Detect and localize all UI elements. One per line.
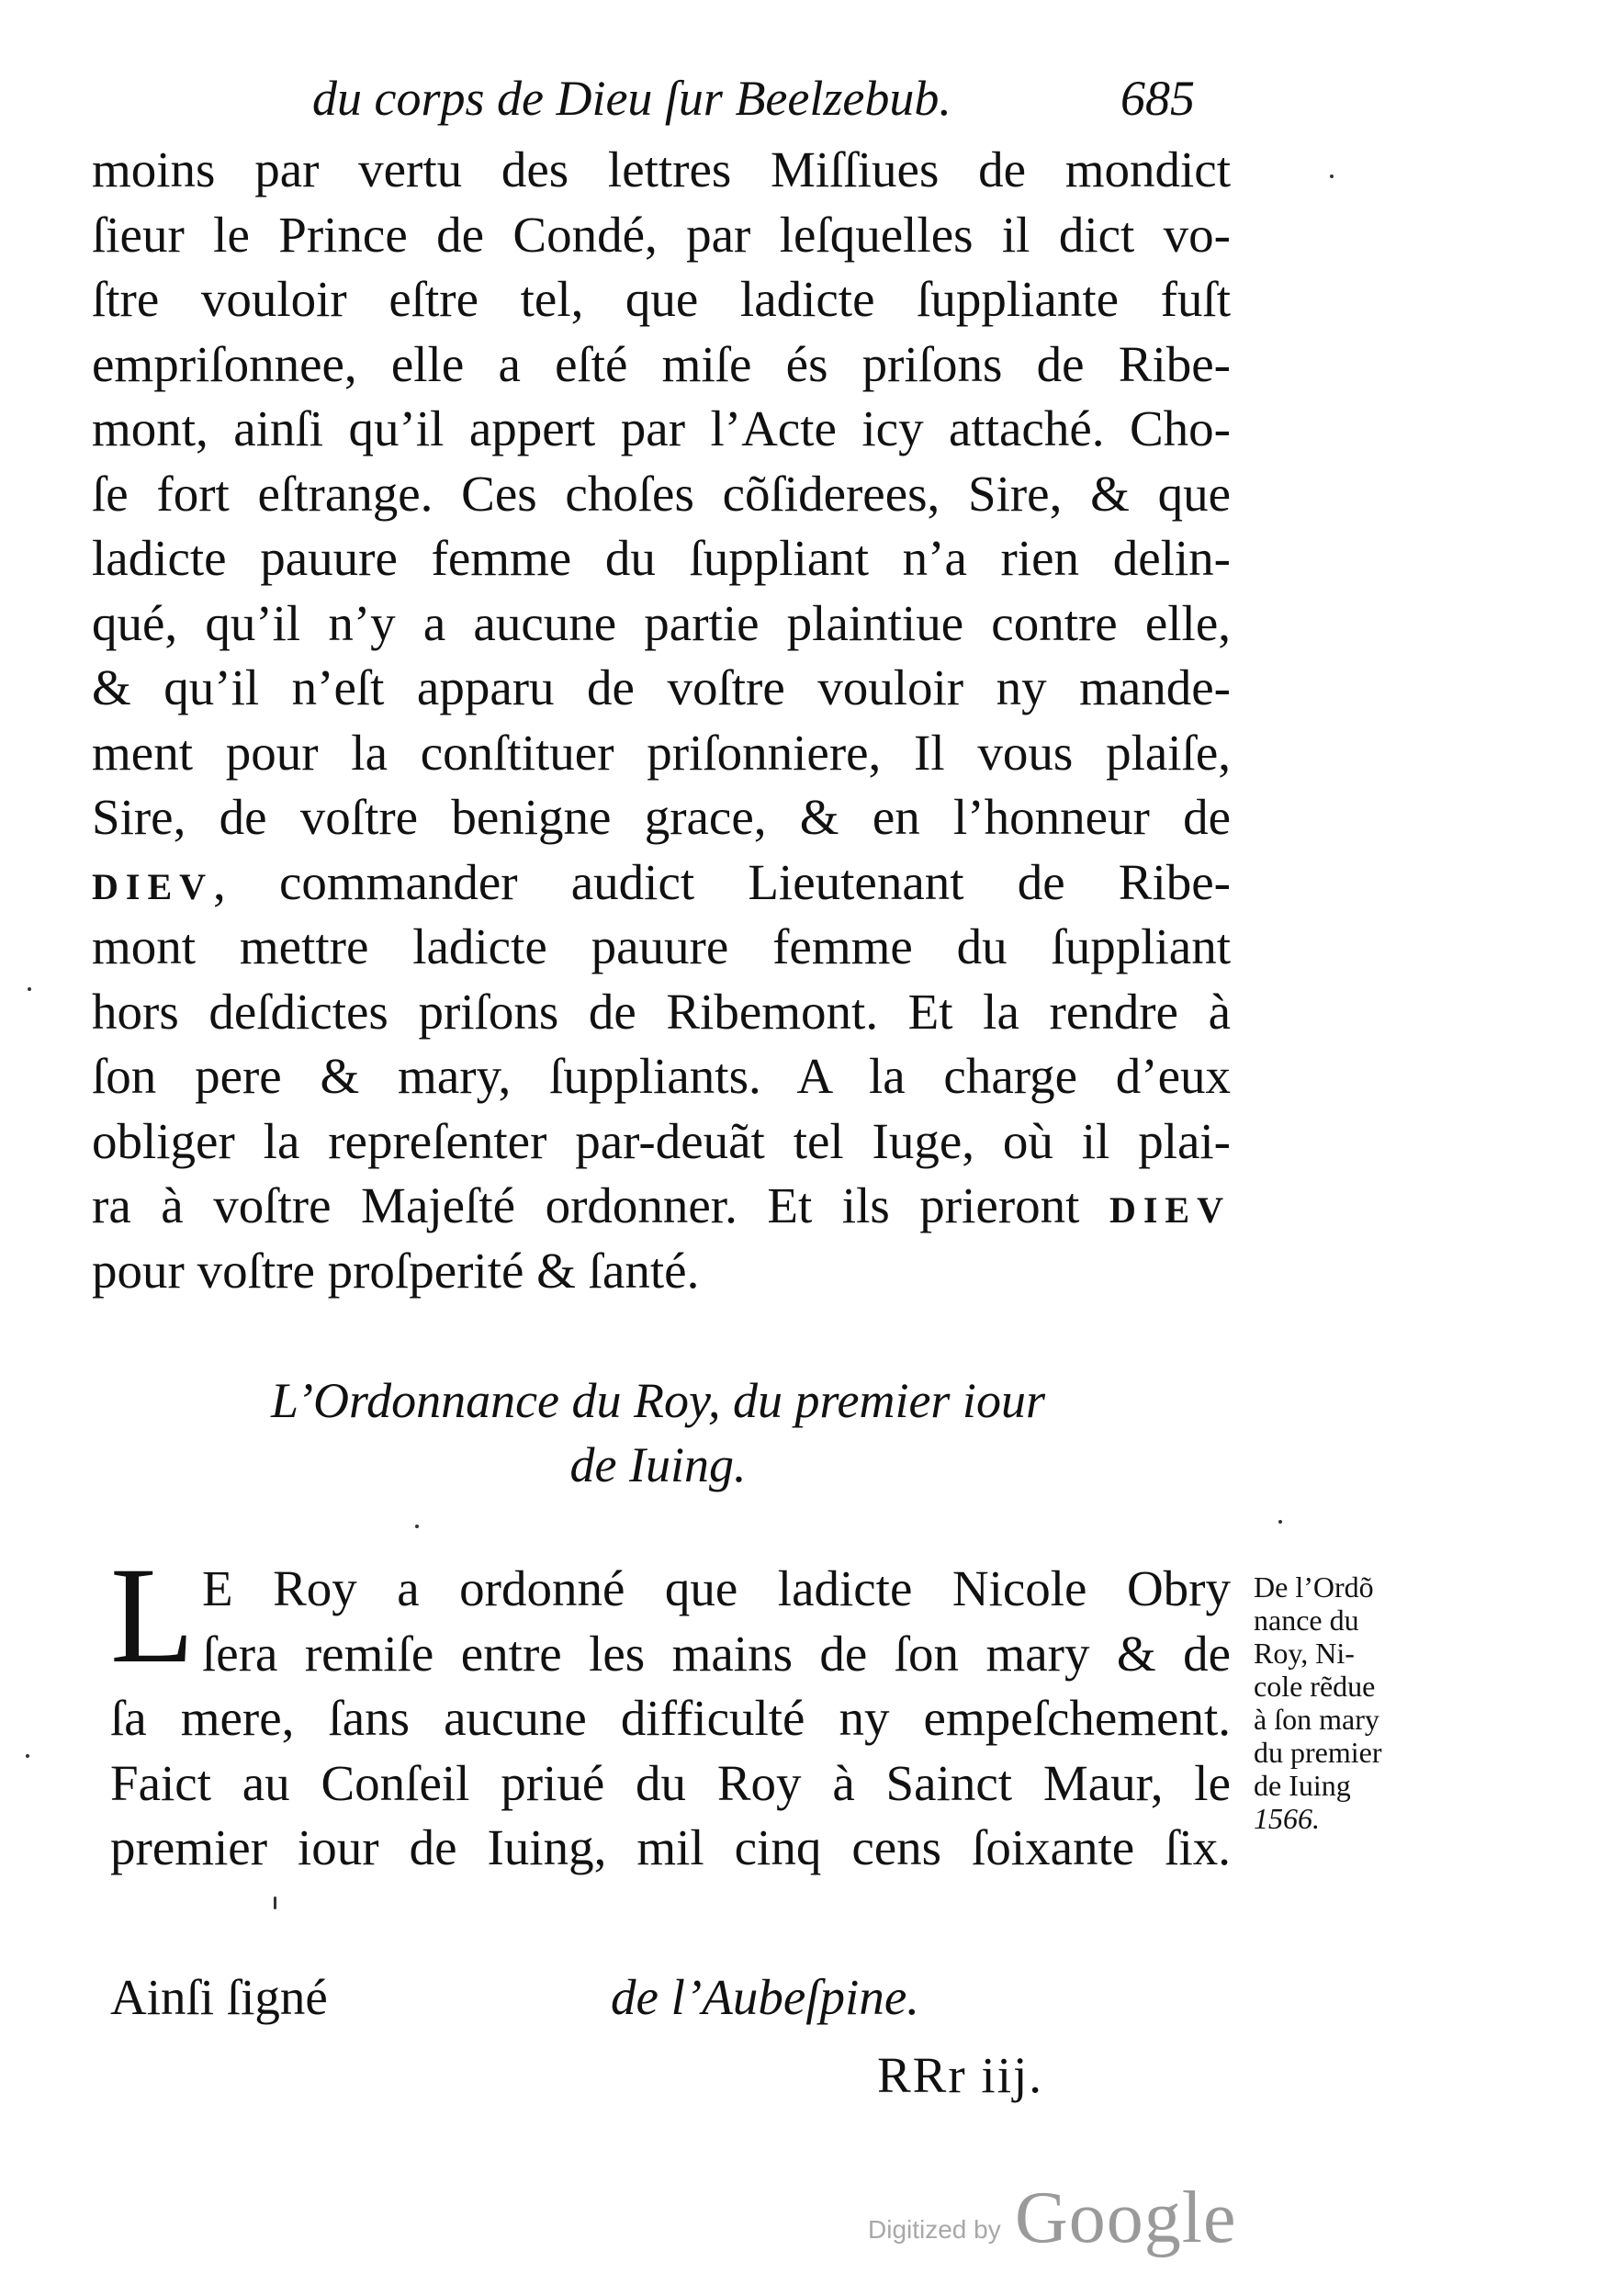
- body-line-rest: , commander audict Lieutenant de Ribe-: [213, 853, 1231, 910]
- body-line-prieront: [92, 1174, 1231, 1239]
- digitized-label: Digitized by: [868, 2215, 1001, 2244]
- margin-note-line: à ſon mary: [1254, 1703, 1379, 1736]
- body-line: ſe fort eſtrange. Ces choſes cõſiderees, Sire, & que: [92, 465, 1231, 522]
- heading-line-2: de Iuing.: [569, 1437, 747, 1492]
- body-line: empriſonnee, elle a eſté miſe és priſons de Ribe-: [92, 335, 1231, 392]
- signatory-name: de l’Aubeſpine.: [611, 1969, 919, 2025]
- running-title: du corps de Dieu ſur Beelzebub.: [312, 71, 951, 126]
- ink-speck: [274, 1896, 276, 1909]
- margin-note-line: 1566.: [1254, 1802, 1320, 1835]
- margin-note-line: nance du: [1254, 1604, 1359, 1637]
- body-line-final: pour voſtre proſperité & ſanté.: [92, 1242, 700, 1299]
- ordinance-line: Faict au Conſeil priué du Roy à Sainct Maur, le: [110, 1754, 1231, 1811]
- body-line: Sire, de voſtre benigne grace, & en l’honneur de: [92, 789, 1231, 845]
- signed-label: Ainſi ſigné: [110, 1969, 328, 2025]
- ink-speck: [415, 1525, 419, 1528]
- heading-line-1: L’Ordonnance du Roy, du premier iour: [271, 1373, 1045, 1428]
- body-line: & qu’il n’eſt apparu de voſtre vouloir ny mande-: [92, 659, 1231, 715]
- body-line-text: ra à voſtre Majeſté ordonner. Et ils prieront: [92, 1177, 1109, 1233]
- ink-speck: [28, 987, 31, 991]
- body-line: mont mettre ladicte pauure femme du ſuppliant: [92, 918, 1231, 974]
- ink-speck: [26, 1754, 29, 1758]
- body-line: ment pour la conſtituer priſonniere, Il vous plaiſe,: [92, 724, 1231, 781]
- page-number: 685: [1120, 71, 1195, 126]
- body-line-dieu: [92, 850, 1231, 916]
- ink-speck: [1330, 174, 1334, 178]
- body-line: qué, qu’il n’y a aucune partie plaintiue contre elle,: [92, 594, 1231, 651]
- margin-note-line: cole rẽdue: [1254, 1670, 1376, 1703]
- margin-note-line: Roy, Ni-: [1254, 1637, 1355, 1670]
- body-line: hors deſdictes priſons de Ribemont. Et la rendre à: [92, 983, 1231, 1040]
- body-line: ſtre vouloir eſtre tel, que ladicte ſuppliante fuſt: [92, 271, 1231, 327]
- margin-note: [1254, 1570, 1419, 1835]
- drop-cap: L: [110, 1539, 195, 1692]
- margin-note-line: De l’Ordõ: [1254, 1570, 1374, 1604]
- dieu-smallcaps: DIEV: [1109, 1189, 1231, 1231]
- signature-mark: RRr iij.: [877, 2047, 1044, 2103]
- ordinance-line: ſa mere, ſans aucune difficulté ny empeſchement.: [110, 1690, 1231, 1746]
- body-line: ladicte pauure femme du ſuppliant n’a rien delin-: [92, 530, 1231, 586]
- ordinance-line: premier iour de Iuing, mil cinq cens ſoixante ſix.: [110, 1819, 1231, 1875]
- body-line: mont, ainſi qu’il appert par l’Acte icy attaché. Cho-: [92, 400, 1231, 456]
- signature-row: [110, 1965, 1029, 2039]
- body-line: ſieur le Prince de Condé, par leſquelles il dict vo-: [92, 206, 1231, 263]
- digitized-watermark: [868, 2177, 1254, 2268]
- ordinance-line: ſera remiſe entre les mains de ſon mary & de: [202, 1625, 1231, 1682]
- section-heading: [0, 1368, 1610, 1497]
- ordinance-text: [110, 1539, 1231, 1881]
- dieu-smallcaps: DIEV: [92, 865, 214, 907]
- ink-speck: [1278, 1520, 1282, 1524]
- margin-note-line: du premier: [1254, 1736, 1382, 1769]
- body-text: [92, 138, 1231, 1303]
- margin-note-line: de Iuing: [1254, 1769, 1351, 1802]
- google-logo: Google: [1015, 2178, 1237, 2258]
- ordinance-line: E Roy a ordonné que ladicte Nicole Obry: [202, 1560, 1231, 1616]
- body-line: ſon pere & mary, ſuppliants. A la charge d’eux: [92, 1048, 1231, 1104]
- body-line: moins par vertu des lettres Miſſiues de mondict: [92, 141, 1231, 197]
- body-line: obliger la repreſenter par-deuãt tel Iuge, où il plai-: [92, 1112, 1231, 1169]
- running-head: [312, 66, 1231, 130]
